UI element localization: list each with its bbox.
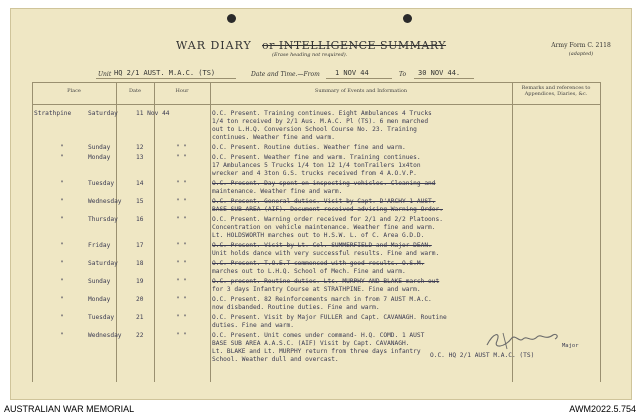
- entry-line: out to L.H.Q. Conversion School Course No. 23. Training: [212, 126, 417, 133]
- entry-date: 17: [136, 242, 144, 249]
- unit-value: HQ 2/1 AUST. M.A.C. (TS): [114, 69, 216, 77]
- entry-line: O.C. Present. Day spent on inspecting vehicles. Cleaning and: [212, 180, 436, 187]
- entry-day: Sunday: [88, 144, 111, 151]
- col-rule: [154, 82, 155, 382]
- entry-place: Strathpine: [34, 110, 72, 117]
- from-date: 1 NOV 44: [335, 69, 369, 77]
- heading-note: (Erase heading not required).: [272, 52, 348, 58]
- entry-day: Wednesday: [88, 198, 122, 205]
- hour-ditto-mark: " ": [176, 242, 187, 249]
- entry-day: Wednesday: [88, 332, 122, 339]
- punch-hole: [227, 14, 236, 23]
- entry-line: Lt. BLAKE and Lt. MURPHY return from three days infantry: [212, 348, 421, 355]
- entry-date: 16: [136, 216, 144, 223]
- entry-line: now disbanded. Routine duties. Fine and warm.: [212, 304, 380, 311]
- entry-day: Monday: [88, 296, 111, 303]
- entry-date: 20: [136, 296, 144, 303]
- unit-label: Unit: [98, 71, 112, 78]
- entry-line: O.C. Present. General duties. Visit by Capt. D'ARCHY 1 AUST.: [212, 198, 436, 205]
- entry-line: O.C. Present. Visit by Lt. Col. SUMMERFIELD and Major DEAN.: [212, 242, 432, 249]
- hour-ditto-mark: " ": [176, 154, 187, 161]
- entry-line: O.C. present. Routine duties. Lts. MURPHY AND BLAKE march out: [212, 278, 440, 285]
- table-head-rule: [32, 104, 600, 105]
- entry-line: O.C. Present. T.O.E.T commenced with good results. O.S.M.: [212, 260, 425, 267]
- entry-place: ": [60, 260, 64, 267]
- entry-line: Lt. HOLDSWORTH marches out to H.S.W. L. of C. Area G.D.D.: [212, 232, 425, 239]
- hour-ditto-mark: " ": [176, 314, 187, 321]
- to-label: To: [399, 71, 407, 78]
- entry-line: maintenance. Weather fine and warm.: [212, 188, 343, 195]
- entry-line: wrecker and 4 3ton G.S. trucks received from 4 A.O.V.P.: [212, 170, 417, 177]
- signature-rank: Major: [562, 343, 579, 349]
- hour-ditto-mark: " ": [176, 278, 187, 285]
- entry-date: 11 Nov 44: [136, 110, 170, 117]
- entry-line: 1/4 ton received by 2/1 Aus. M.A.C. Pl (TS). 6 men marched: [212, 118, 429, 125]
- punch-hole: [403, 14, 412, 23]
- signature-block: O.C. HQ 2/1 AUST M.A.C. (TS): [430, 352, 535, 359]
- entry-day: Saturday: [88, 110, 118, 117]
- table-top-rule: [32, 82, 600, 83]
- remarks-header: Remarks and references to Appendices, Diaries, &c.: [521, 85, 591, 97]
- to-underline: [414, 78, 474, 79]
- hour-ditto-mark: " ": [176, 332, 187, 339]
- hour-ditto-mark: " ": [176, 216, 187, 223]
- entry-line: O.C. Present. Unit comes under command- H.Q. COMD. 1 AUST: [212, 332, 425, 339]
- handwritten-signature: [483, 327, 563, 353]
- entry-line: O.C. Present. Training continues. Eight Ambulances 4 Trucks: [212, 110, 432, 117]
- entry-line: 17 Ambulances 5 Trucks 1/4 ton 12 1/4 tonTrailers 1x4ton: [212, 162, 421, 169]
- summary-header: Summary of Events and Information: [314, 88, 408, 94]
- entry-day: Thursday: [88, 216, 118, 223]
- date-label: Date and Time.—From: [251, 71, 320, 78]
- army-form-sub: (adapted): [568, 51, 594, 57]
- hour-ditto-mark: " ": [176, 198, 187, 205]
- entry-day: Sunday: [88, 278, 111, 285]
- diary-title: WAR DIARY: [176, 39, 252, 52]
- entry-place: ": [60, 332, 64, 339]
- entry-date: 22: [136, 332, 144, 339]
- from-underline: [326, 78, 392, 79]
- entry-place: ": [60, 198, 64, 205]
- hour-ditto-mark: " ": [176, 296, 187, 303]
- entry-place: ": [60, 154, 64, 161]
- entry-place: ": [60, 242, 64, 249]
- entry-line: continues. Weather fine and warm.: [212, 134, 335, 141]
- entry-place: ": [60, 278, 64, 285]
- col-rule: [210, 82, 211, 382]
- entry-line: BASE SUB AREA A.A.S.C. (AIF) Visit by Capt. CAVANAGH.: [212, 340, 410, 347]
- entry-day: Tuesday: [88, 180, 115, 187]
- archive-reference: AWM2022.5.754: [569, 404, 636, 414]
- army-form: [546, 42, 616, 58]
- col-rule: [32, 82, 33, 382]
- entry-day: Monday: [88, 154, 111, 161]
- entry-date: 12: [136, 144, 144, 151]
- entry-line: marches out to L.H.Q. School of Mech. Fine and warm.: [212, 268, 406, 275]
- entry-place: ": [60, 144, 64, 151]
- entry-day: Tuesday: [88, 314, 115, 321]
- entry-line: O.C. Present. Weather fine and warm. Training continues.: [212, 154, 421, 161]
- entry-line: for 3 days Infantry Course at STRATHPINE. Fine and warm.: [212, 286, 421, 293]
- hour-ditto-mark: " ": [176, 180, 187, 187]
- hour-header: Hour: [175, 88, 189, 94]
- entry-date: 13: [136, 154, 144, 161]
- entry-place: ": [60, 180, 64, 187]
- entry-date: 18: [136, 260, 144, 267]
- place-header: Place: [67, 88, 81, 94]
- entry-line: BASE SUB AREA (AIF). Document received advising Warning Order.: [212, 206, 443, 213]
- entry-line: Concentration on vehicle maintenance. Weather fine and warm.: [212, 224, 436, 231]
- entry-place: ": [60, 314, 64, 321]
- col-rule: [600, 82, 601, 382]
- to-date: 30 NOV 44.: [418, 69, 461, 77]
- army-form-number: Army Form C. 2118: [551, 42, 611, 49]
- entry-line: School. Weather dull and overcast.: [212, 356, 339, 363]
- entry-date: 19: [136, 278, 144, 285]
- entry-day: Saturday: [88, 260, 118, 267]
- date-header: Date: [129, 88, 141, 94]
- entry-line: O.C. Present. Visit by Major FULLER and Capt. CAVANAGH. Routine: [212, 314, 447, 321]
- entry-date: 15: [136, 198, 144, 205]
- archive-credit: AUSTRALIAN WAR MEMORIAL: [4, 404, 135, 414]
- hour-ditto-mark: " ": [176, 144, 187, 151]
- entry-line: O.C. Present. Routine duties. Weather fine and warm.: [212, 144, 406, 151]
- entry-date: 21: [136, 314, 144, 321]
- entry-day: Friday: [88, 242, 111, 249]
- struck-title: or INTELLIGENCE SUMMARY: [262, 39, 447, 52]
- entry-place: ": [60, 296, 64, 303]
- entry-line: duties. Fine and warm.: [212, 322, 294, 329]
- entry-place: ": [60, 216, 64, 223]
- unit-underline: [96, 78, 236, 79]
- hour-ditto-mark: " ": [176, 260, 187, 267]
- entry-line: Unit holds dance with very successful results. Fine and warm.: [212, 250, 440, 257]
- entry-line: O.C. Present. Warning order received for 2/1 and 2/2 Platoons.: [212, 216, 443, 223]
- entry-line: O.C. Present. 82 Reinforcements march in from 7 AUST M.A.C.: [212, 296, 432, 303]
- entry-date: 14: [136, 180, 144, 187]
